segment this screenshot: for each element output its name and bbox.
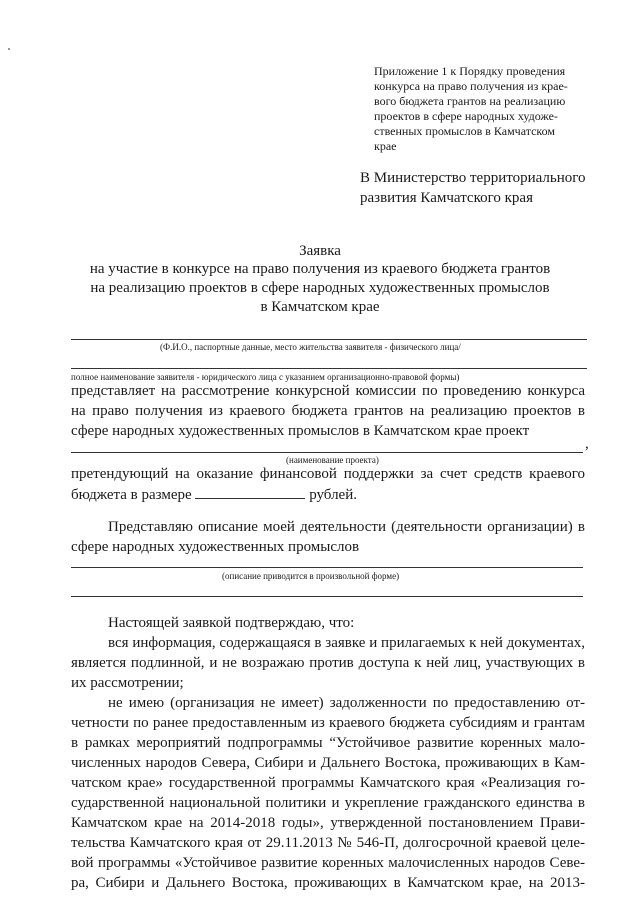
description-line-2 bbox=[71, 596, 583, 597]
text-line: чатском крае» государственной программы Камчатского края «Реализация го- bbox=[71, 775, 585, 791]
amount-prefix: бюджета в размере bbox=[71, 487, 192, 503]
text-line: претендующий на оказание финансовой поддержки за счет средств краевого bbox=[71, 466, 585, 482]
applicant-person-line bbox=[71, 339, 587, 340]
confirm-paragraph bbox=[71, 613, 585, 893]
scan-speck bbox=[8, 48, 10, 50]
recipient-line: развития Камчатского края bbox=[360, 190, 533, 206]
text-line: Камчатском крае на 2014-2018 годы», утвержденной постановлением Прави- bbox=[71, 815, 585, 831]
text-line: представляет на рассмотрение конкурсной комиссии по проведению конкурса bbox=[71, 383, 585, 399]
caption-project: (наименование проекта) bbox=[286, 455, 379, 465]
text-line: Настоящей заявкой подтверждаю, что: bbox=[108, 615, 355, 631]
appendix-note bbox=[374, 64, 586, 154]
appendix-line: вого бюджета грантов на реализацию bbox=[374, 94, 566, 108]
text-line: четности по ранее предоставленным из краевого бюджета субсидиям и грантам bbox=[71, 715, 585, 731]
description-line bbox=[71, 567, 583, 568]
project-name-line bbox=[71, 452, 583, 453]
text-line: является подлинной, и не возражаю против доступа к ней лиц, участвующих в bbox=[71, 655, 585, 671]
appendix-line: конкурса на право получения из крае- bbox=[374, 79, 568, 93]
caption-org: полное наименование заявителя - юридического лица с указанием организационно-правовой формы) bbox=[71, 372, 460, 382]
text-line: на право получения из краевого бюджета грантов на реализацию проектов в bbox=[71, 403, 585, 419]
title-subtitle: на реализацию проектов в сфере народных художественных промыслов bbox=[90, 280, 550, 296]
amount-blank bbox=[195, 484, 305, 499]
amount-line bbox=[71, 484, 585, 505]
text-line: ра, Сибири и Дальнего Востока, проживающих в Камчатском крае, на 2013- bbox=[71, 875, 585, 891]
appendix-line: крае bbox=[374, 139, 397, 153]
text-line: вся информация, содержащаяся в заявке и прилагаемых к ней документах, bbox=[108, 635, 585, 651]
appendix-line: Приложение 1 к Порядку проведения bbox=[374, 64, 566, 78]
text-line: не имею (организация не имеет) задолженности по предоставлению от- bbox=[108, 695, 585, 711]
recipient-line: В Министерство территориального bbox=[360, 170, 586, 186]
describe-paragraph bbox=[71, 517, 585, 557]
text-line: Представляю описание моей деятельности (деятельности организации) в bbox=[108, 519, 585, 535]
submit-paragraph bbox=[71, 381, 585, 441]
applicant-org-line bbox=[71, 368, 587, 369]
project-comma: , bbox=[585, 436, 589, 452]
appendix-line: ственных промыслов в Камчатском bbox=[374, 124, 556, 138]
text-line: вой программы «Устойчивое развитие коренных малочисленных народов Севе- bbox=[71, 855, 585, 871]
appendix-line: проектов в сфере народных художе- bbox=[374, 109, 558, 123]
title-subtitle: на участие в конкурсе на право получения из краевого бюджета грантов bbox=[89, 261, 551, 277]
caption-description: (описание приводится в произвольной форме) bbox=[222, 571, 400, 581]
caption-person: (Ф.И.О., паспортные данные, место жительства заявителя - физического лица/ bbox=[160, 342, 461, 352]
document-title: Заявка bbox=[299, 243, 341, 259]
text-line: тельства Камчатского края от 29.11.2013 № 546-П, долгосрочной краевой целе- bbox=[71, 835, 585, 851]
text-line: их рассмотрении; bbox=[71, 675, 184, 691]
amount-suffix: рублей. bbox=[309, 487, 357, 503]
text-line: сфере народных художественных промыслов в Камчатском крае проект bbox=[71, 423, 530, 439]
title-subtitle: в Камчатском крае bbox=[260, 299, 380, 315]
recipient-block bbox=[360, 168, 586, 208]
claim-paragraph bbox=[71, 464, 585, 505]
text-line: численных народов Севера, Сибири и Дальнего Востока, проживающих в Кам- bbox=[71, 755, 585, 771]
text-line: в рамках мероприятий подпрограммы “Устойчивое развитие коренных мало- bbox=[71, 735, 585, 751]
text-line: сфере народных художественных промыслов bbox=[71, 539, 360, 555]
text-line: сударственной национальной политики и укрепление гражданского единства в bbox=[71, 795, 585, 811]
